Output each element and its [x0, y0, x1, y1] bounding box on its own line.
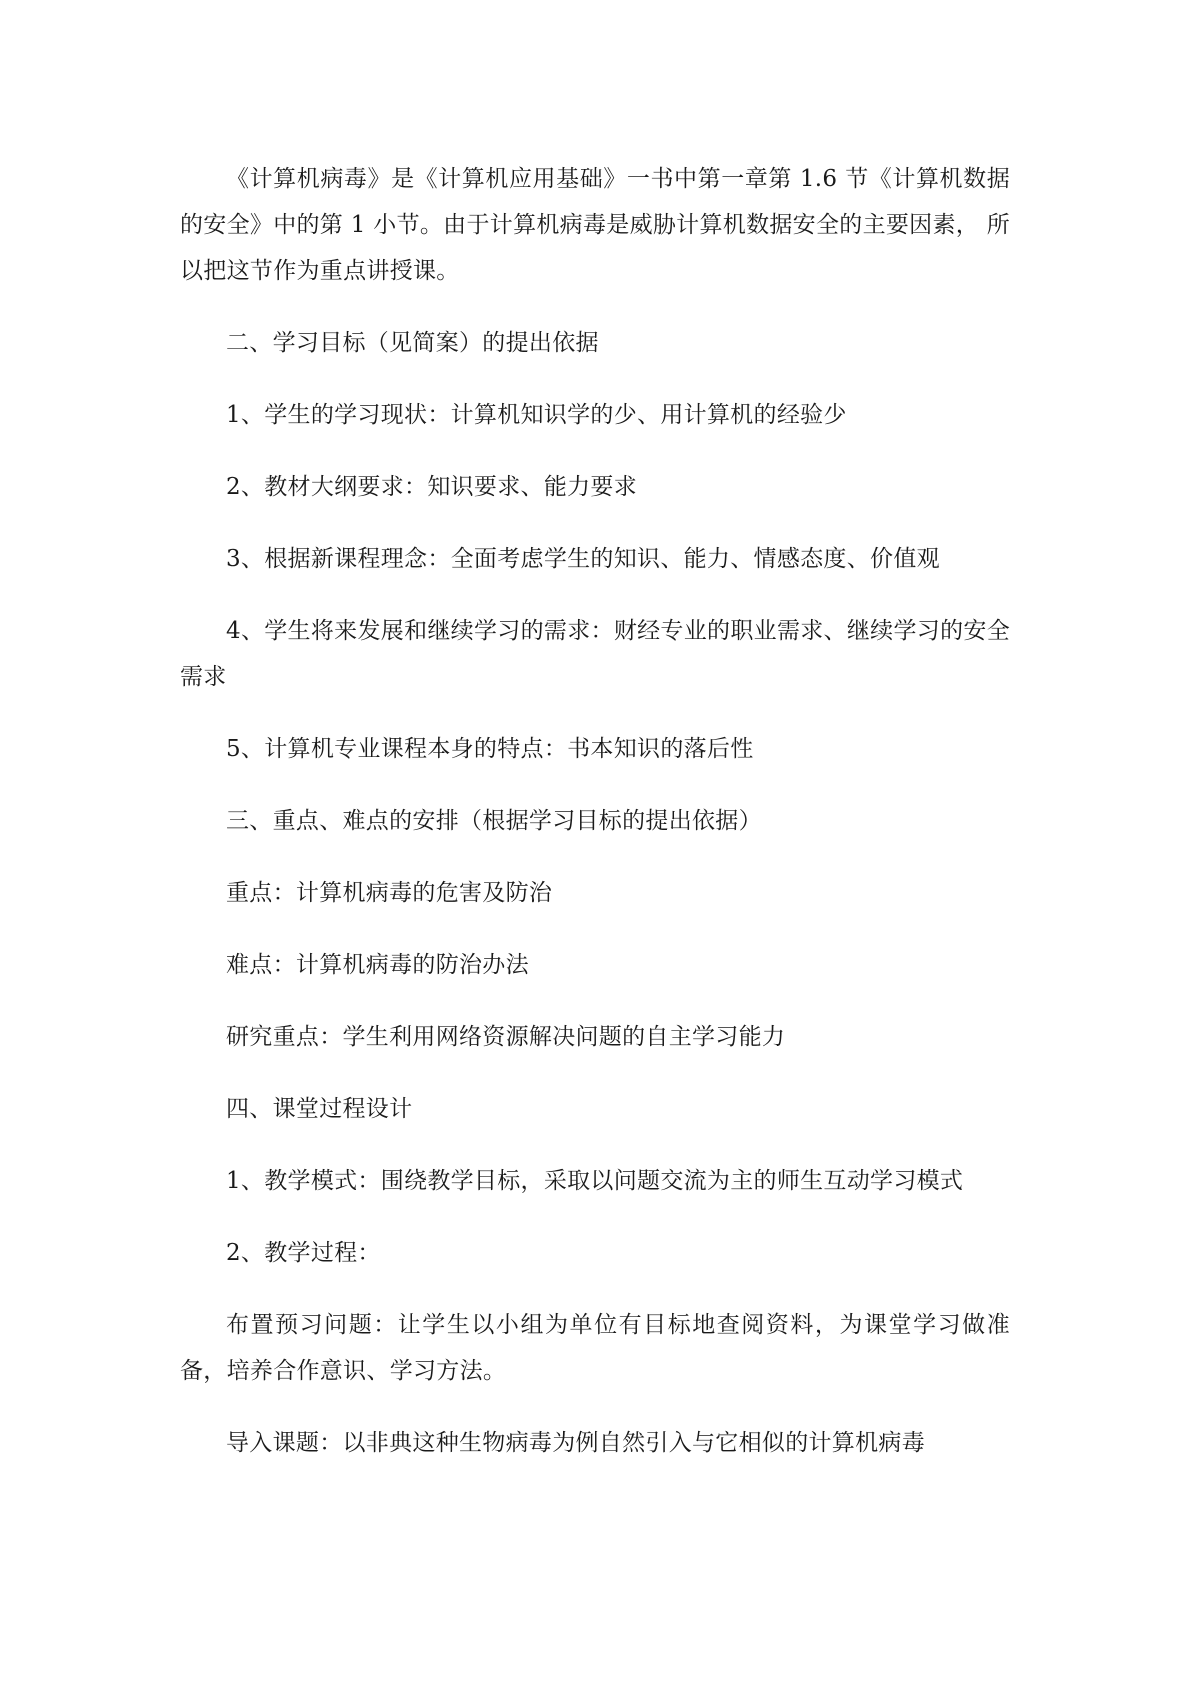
research-focus: 研究重点：学生利用网络资源解决问题的自主学习能力	[226, 1024, 786, 1050]
teaching-process: 2、教学过程：	[226, 1240, 381, 1266]
teaching-mode: 1、教学模式：围绕教学目标，采取以问题交流为主的师生互动学习模式	[226, 1168, 964, 1194]
difficult-point: 难点：计算机病毒的防治办法	[226, 952, 529, 978]
key-point: 重点：计算机病毒的危害及防治	[226, 880, 553, 906]
section-heading-class-design: 四、课堂过程设计	[226, 1096, 413, 1122]
list-item-5: 5、计算机专业课程本身的特点：书本知识的落后性	[226, 736, 754, 762]
list-item-4: 4、学生将来发展和继续学习的需求：财经专业的职业需求、继续学习的安全需求	[180, 618, 1010, 690]
list-item-3: 3、根据新课程理念：全面考虑学生的知识、能力、情感态度、价值观	[226, 546, 940, 572]
section-heading-learning-goals: 二、学习目标（见简案）的提出依据	[226, 330, 599, 356]
list-item-1: 1、学生的学习现状：计算机知识学的少、用计算机的经验少	[226, 402, 847, 428]
topic-introduction: 导入课题：以非典这种生物病毒为例自然引入与它相似的计算机病毒	[226, 1430, 925, 1456]
document-body	[180, 156, 1010, 1466]
section-heading-key-points: 三、重点、难点的安排（根据学习目标的提出依据）	[226, 808, 762, 834]
preview-assignment: 布置预习问题：让学生以小组为单位有目标地查阅资料，为课堂学习做准备，培养合作意识、学习方法。	[180, 1312, 1010, 1384]
list-item-2: 2、教材大纲要求：知识要求、能力要求	[226, 474, 638, 500]
paragraph-intro: 《计算机病毒》是《计算机应用基础》一书中第一章第 1.6 节《计算机数据的安全》中的第 1 小节。由于计算机病毒是威胁计算机数据安全的主要因素， 所以把这节作为重点讲授课。	[180, 166, 1010, 284]
